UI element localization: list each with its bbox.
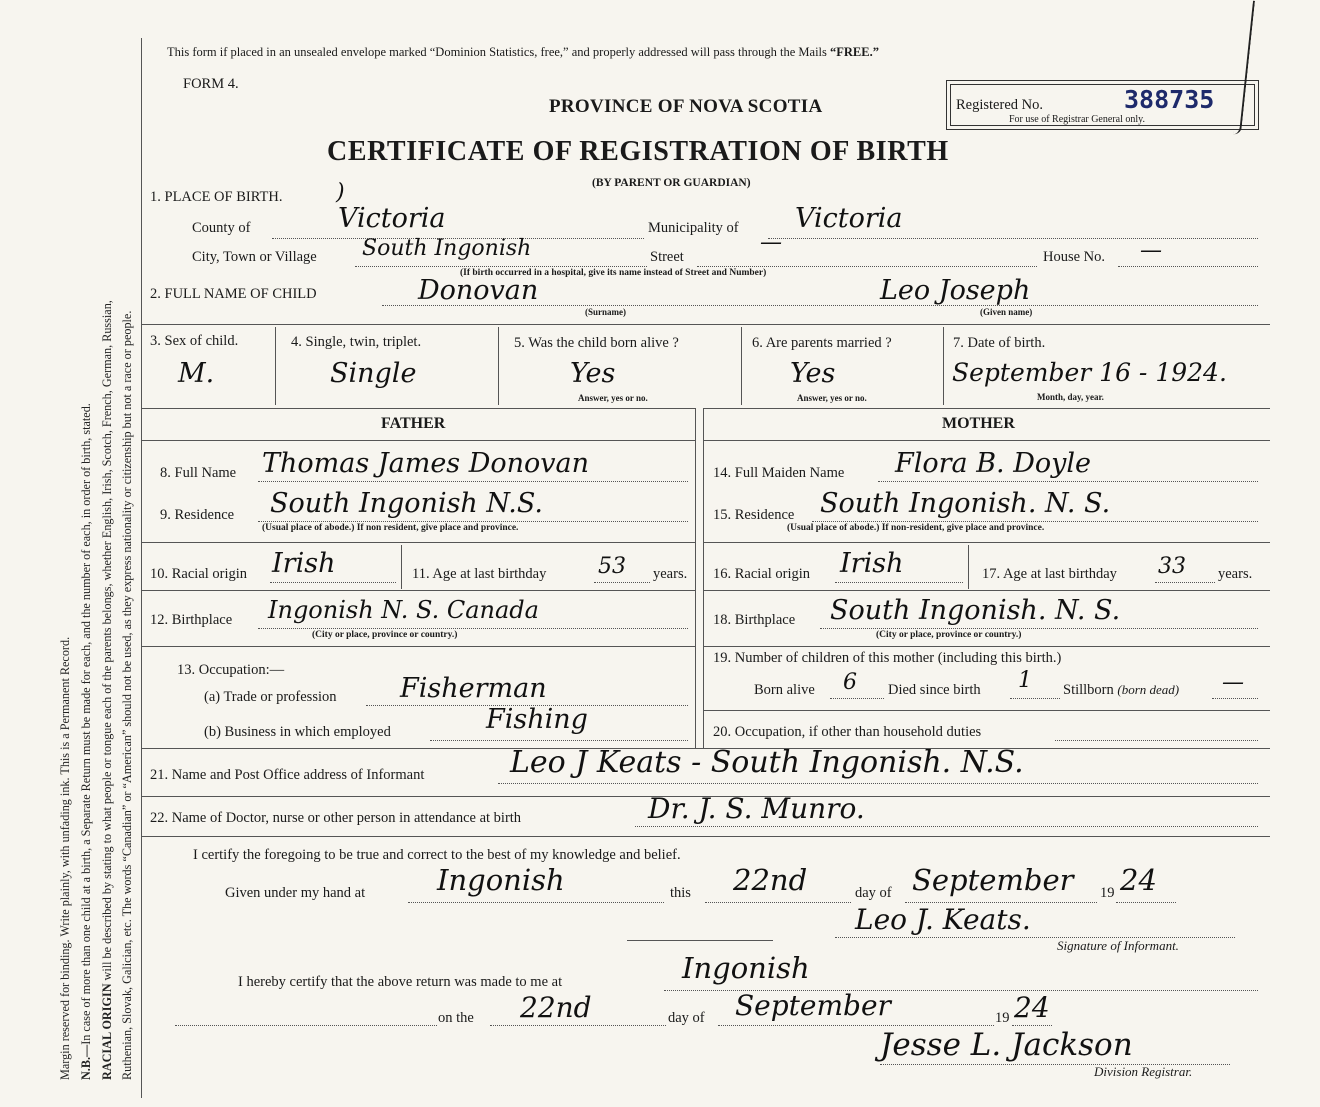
father-age-unit: years. — [653, 566, 688, 582]
given-place-line — [408, 902, 664, 903]
mother-birthplace-caption: (City or place, province or country.) — [876, 630, 1022, 640]
plurality-label: 4. Single, twin, triplet. — [291, 334, 422, 350]
father-racial-label: 10. Racial origin — [150, 566, 248, 582]
margin-nb-text: In case of more than one child at a birth, a Separate Return must be made for each, and the number of each, in order of birth, stated. — [79, 403, 93, 1045]
father-name-value: Thomas James Donovan — [262, 448, 590, 479]
registrar-day-of-label: day of — [668, 1010, 705, 1026]
margin-note-binding: Margin reserved for binding. Write plainly, with unfading ink. This is a Permanent Record. — [58, 636, 72, 1080]
born-alive-count-value: 6 — [843, 670, 857, 695]
father-heading: FATHER — [381, 415, 446, 432]
plurality-value: Single — [330, 358, 417, 389]
father-birthplace-value: Ingonish N. S. Canada — [268, 596, 539, 624]
father-residence-label: 9. Residence — [160, 507, 235, 523]
mother-name-value: Flora B. Doyle — [895, 448, 1091, 479]
certify-top-rule — [142, 836, 1270, 837]
house-value: — — [1140, 238, 1162, 263]
father-residence-caption: (Usual place of abode.) If non resident, give place and province. — [262, 523, 519, 533]
house-line — [1118, 266, 1258, 267]
died-since-birth-line — [1010, 698, 1060, 699]
registrar-year-value: 24 — [1014, 991, 1050, 1024]
given-caption: (Given name) — [980, 307, 1033, 317]
father-rule-1 — [142, 542, 695, 543]
mother-racial-divider — [968, 545, 969, 589]
parents-top-rule-right — [703, 408, 1270, 409]
born-alive-value: Yes — [570, 358, 616, 389]
place-of-birth-label: 1. PLACE OF BIRTH. — [150, 189, 283, 205]
row3-top-rule — [142, 324, 1270, 325]
sex-value: M. — [178, 358, 215, 389]
row3-divider-4 — [943, 327, 944, 405]
given-year-line — [1116, 902, 1176, 903]
form-subtitle: (BY PARENT OR GUARDIAN) — [592, 177, 751, 189]
mother-age-line — [1155, 582, 1215, 583]
city-value: South Ingonish — [362, 236, 532, 261]
father-racial-divider — [401, 545, 402, 589]
stillborn-value: — — [1222, 670, 1244, 695]
registrar-place-value: Ingonish — [682, 951, 810, 985]
given-day-of-label: day of — [855, 885, 892, 901]
parents-married-value: Yes — [790, 358, 836, 389]
hospital-note: (If birth occurred in a hospital, give its name instead of Street and Number) — [460, 268, 767, 278]
street-value: — — [760, 230, 782, 255]
mother-occupation-label: 20. Occupation, if other than household duties — [713, 724, 982, 740]
mother-age-value: 33 — [1158, 554, 1186, 579]
father-residence-value: South Ingonish N.S. — [270, 488, 544, 519]
father-birthplace-line — [258, 628, 688, 629]
given-day-value: 22nd — [733, 863, 808, 897]
parents-married-label: 6. Are parents married ? — [752, 335, 892, 351]
mother-residence-label: 15. Residence — [713, 507, 795, 523]
row3-divider-3 — [741, 327, 742, 405]
given-year-value: 24 — [1120, 863, 1157, 897]
sex-label: 3. Sex of child. — [150, 333, 239, 349]
registrar-use-note: For use of Registrar General only. — [1009, 114, 1145, 125]
mother-racial-label: 16. Racial origin — [713, 566, 811, 582]
margin-note-nationality: Ruthenian, Slovak, Galician, etc. The words “Canadian” or “American” should not be used, as they express nationality or citizenship but not a race or people. — [120, 310, 134, 1080]
province-heading: PROVINCE OF NOVA SCOTIA — [549, 96, 823, 117]
informant-mark-line — [627, 940, 773, 941]
father-age-value: 53 — [598, 554, 626, 579]
father-name-label: 8. Full Name — [160, 465, 237, 481]
mother-age-unit: years. — [1218, 566, 1253, 582]
registrar-year-line — [1012, 1025, 1052, 1026]
father-trade-label: (a) Trade or profession — [204, 689, 337, 705]
parents-married-caption: Answer, yes or no. — [797, 393, 867, 403]
mother-rule-2 — [703, 590, 1270, 591]
father-business-line — [430, 740, 688, 741]
informant-line — [498, 783, 1258, 784]
mother-rule-3 — [703, 646, 1270, 647]
margin-racial-text: will be described by stating to what people or tongue each of the parents belongs, whether English, Irish, Scotch, French, German, Russian, — [100, 300, 114, 981]
mother-heading: MOTHER — [942, 415, 1015, 432]
mother-occupation-line — [1055, 740, 1258, 741]
father-rule-3 — [142, 646, 695, 647]
registrar-signature: Jesse L. Jackson — [880, 1027, 1133, 1063]
registrar-day-value: 22nd — [520, 991, 592, 1024]
father-heading-rule — [142, 440, 695, 441]
city-label: City, Town or Village — [192, 249, 317, 265]
municipality-line — [768, 238, 1258, 239]
given-month-value: September — [912, 863, 1074, 897]
registered-label: Registered No. — [956, 97, 1043, 113]
father-racial-value: Irish — [272, 548, 336, 579]
doctor-label: 22. Name of Doctor, nurse or other person in attendance at birth — [150, 810, 522, 826]
child-surname-value: Donovan — [418, 275, 539, 306]
informant-value: Leo J Keats - South Ingonish. N.S. — [510, 745, 1024, 780]
father-occupation-label: 13. Occupation:— — [177, 662, 285, 678]
row3-divider-2 — [498, 327, 499, 405]
county-value: Victoria — [338, 203, 446, 234]
parents-divider-right — [703, 408, 704, 748]
street-line — [697, 266, 1037, 267]
child-name-line — [382, 305, 1258, 306]
father-business-value: Fishing — [486, 704, 588, 735]
margin-note-racial-origin — [100, 300, 115, 1080]
row3-divider-1 — [275, 327, 276, 405]
stillborn-text: Stillborn — [1063, 682, 1114, 698]
father-residence-line — [258, 521, 688, 522]
registered-box — [946, 80, 1259, 130]
informant-signature-caption: Signature of Informant. — [1057, 938, 1179, 953]
surname-caption: (Surname) — [585, 307, 626, 317]
father-name-line — [258, 481, 688, 482]
mother-rule-4 — [703, 710, 1270, 711]
given-year-prefix: 19 — [1100, 885, 1115, 901]
mother-birthplace-value: South Ingonish. N. S. — [830, 595, 1121, 626]
stillborn-label — [1063, 682, 1179, 699]
given-this-label: this — [670, 885, 691, 901]
father-age-line — [594, 582, 650, 583]
doctor-line — [635, 826, 1258, 827]
street-label: Street — [650, 249, 684, 265]
form-number: FORM 4. — [183, 76, 239, 92]
mother-residence-line — [812, 521, 1258, 522]
parents-top-rule-left — [142, 408, 695, 409]
mother-racial-line — [835, 582, 963, 583]
county-label: County of — [192, 220, 251, 236]
stillborn-note: (born dead) — [1117, 682, 1180, 697]
city-line — [355, 266, 647, 267]
stillborn-line — [1212, 698, 1258, 699]
registrar-year-prefix: 19 — [995, 1010, 1010, 1026]
registrar-on-label: on the — [438, 1010, 474, 1026]
mother-birthplace-label: 18. Birthplace — [713, 612, 796, 628]
house-label: House No. — [1043, 249, 1106, 265]
municipality-value: Victoria — [795, 203, 903, 234]
father-birthplace-label: 12. Birthplace — [150, 612, 233, 628]
division-registrar-caption: Division Registrar. — [1094, 1064, 1193, 1079]
born-alive-caption: Answer, yes or no. — [578, 393, 648, 403]
mother-heading-rule — [703, 440, 1270, 441]
mother-name-label: 14. Full Maiden Name — [713, 465, 845, 481]
certify-statement: I certify the foregoing to be true and correct to the best of my knowledge and belief. — [193, 847, 681, 863]
margin-nb-lead: N.B.— — [79, 1044, 93, 1080]
father-trade-value: Fisherman — [400, 673, 547, 704]
mother-age-label: 17. Age at last birthday — [982, 566, 1117, 582]
margin-racial-lead: RACIAL ORIGIN — [100, 983, 114, 1080]
mail-notice — [167, 45, 879, 60]
date-of-birth-value: September 16 - 1924. — [952, 358, 1227, 387]
given-day-line — [705, 902, 851, 903]
died-since-birth-value: 1 — [1018, 668, 1032, 693]
registered-number: 388735 — [1124, 85, 1215, 114]
informant-label: 21. Name and Post Office address of Informant — [150, 767, 425, 783]
registrar-month-value: September — [735, 989, 891, 1022]
given-under-label: Given under my hand at — [225, 885, 366, 901]
mother-residence-value: South Ingonish. N. S. — [820, 488, 1111, 519]
mother-children-label: 19. Number of children of this mother (including this birth.) — [713, 650, 1062, 666]
informant-signature: Leo J. Keats. — [855, 903, 1031, 936]
father-racial-line — [270, 582, 396, 583]
father-business-label: (b) Business in which employed — [204, 724, 391, 740]
mail-notice-text: This form if placed in an unsealed envelope marked “Dominion Statistics, free,” and properly addressed will pass through the Mails — [167, 45, 827, 59]
place-of-birth-tick: ) — [336, 180, 345, 205]
child-given-value: Leo Joseph — [880, 275, 1031, 306]
mother-residence-caption: (Usual place of abode.) If non-resident, give place and province. — [787, 523, 1045, 533]
born-alive-count-label: Born alive — [754, 682, 815, 698]
date-of-birth-label: 7. Date of birth. — [953, 335, 1046, 351]
mother-racial-value: Irish — [840, 548, 904, 579]
date-of-birth-caption: Month, day, year. — [1037, 392, 1104, 402]
father-age-label: 11. Age at last birthday — [412, 566, 547, 582]
mother-name-line — [878, 481, 1258, 482]
given-place-value: Ingonish — [437, 863, 565, 897]
municipality-label: Municipality of — [648, 220, 739, 236]
registrar-day-line — [490, 1025, 666, 1026]
registrar-date-lead-line — [175, 1025, 437, 1026]
mother-rule-1 — [703, 542, 1270, 543]
form-title: CERTIFICATE OF REGISTRATION OF BIRTH — [327, 136, 949, 167]
margin-note-multiple-births — [79, 403, 94, 1080]
registrar-statement: I hereby certify that the above return was made to me at — [238, 974, 563, 990]
mother-birthplace-line — [820, 628, 1258, 629]
parents-divider-left — [695, 408, 696, 748]
form-left-border — [141, 38, 142, 1098]
died-since-birth-label: Died since birth — [888, 682, 981, 698]
doctor-value: Dr. J. S. Munro. — [648, 792, 865, 825]
father-rule-2 — [142, 590, 695, 591]
mail-notice-free: “FREE.” — [830, 45, 879, 59]
born-alive-count-line — [830, 698, 884, 699]
father-birthplace-caption: (City or place, province or country.) — [312, 630, 458, 640]
child-name-label: 2. FULL NAME OF CHILD — [150, 286, 317, 302]
registrar-month-line — [718, 1025, 994, 1026]
born-alive-label: 5. Was the child born alive ? — [514, 335, 679, 351]
